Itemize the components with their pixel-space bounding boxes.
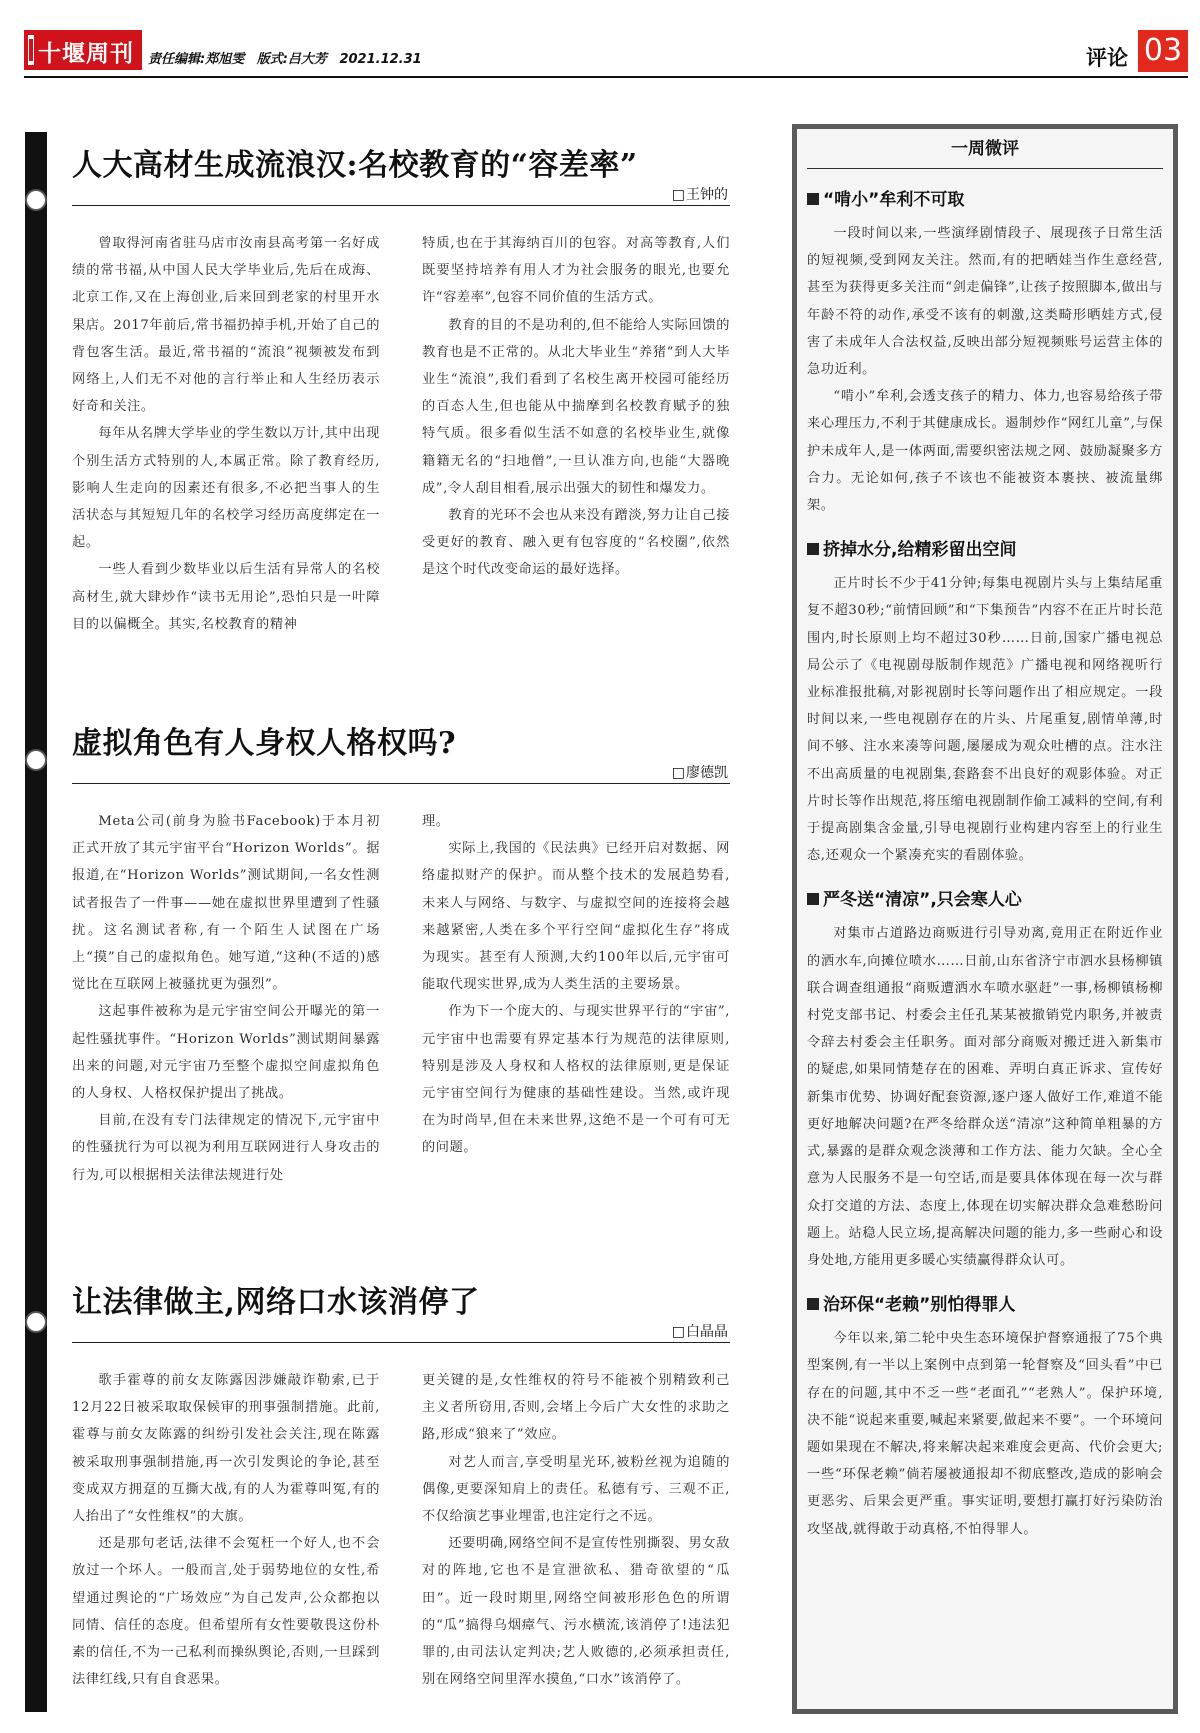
sidebar-title: 一周微评 [807,129,1163,169]
article-headline: 让法律做主,网络口水该消停了 [72,1285,480,1320]
paragraph: Meta公司(前身为脸书Facebook)于本月初正式开放了其元宇宙平台“Horizon Worlds”。据报道,在“Horizon Worlds”测试期间,一名女性测试者报告了一件事——她在虚拟世界里遭到了性骚扰。这名测试者称,有一个陌生人试图在广场上“摸”自己的虚拟角色。她写道,“这种(不适的)感觉比在互联网上被骚扰更为强烈”。 [72,814,380,993]
paragraph: 目前,在没有专门法律规定的情况下,元宇宙中的性骚扰行为可以视为利用互联网进行人身攻击的行为,可以根据相关法律法规进行处 [72,1113,380,1183]
masthead [24,30,1188,76]
article-column [72,808,380,1189]
sidebar-section [797,885,1173,1274]
article-column [422,1367,730,1693]
paragraph: 还要明确,网络空间不是宣传性别撕裂、男女敌对的阵地,它也不是宣泄欲私、猎奇欲望的“瓜田”。近一段时期里,网络空间被形形色色的所谓的“瓜”搞得乌烟瘴气、污水横流,该消停了!违法犯罪的,由司法认定判决;艺人败德的,必须承担责任,别在网络空间里浑水摸鱼,“口水”该消停了。 [422,1536,730,1688]
byline-row [72,184,730,206]
sidebar-section [797,1290,1173,1543]
paragraph: 今年以来,第二轮中央生态环境保护督察通报了75个典型案例,有一半以上案例中点到第一轮督察及“回头看”中已存在的问题,其中不乏一些“老面孔”“老熟人”。保护环境,决不能“说起来重要,喊起来紧要,做起来不要”。一个环境问题如果现在不解决,将来解决起来难度会更高、代价会更大;一些“环保老赖”倘若屡被通报却不彻底整改,造成的影响会更恶劣、后果会更严重。事实证明,要想打赢打好污染防治攻坚战,就得敢于动真格,不怕得罪人。 [807,1331,1163,1537]
article-column [422,230,730,638]
article-column [422,808,730,1189]
article-headline: 人大高材生成流浪汉:名校教育的“容差率” [72,148,638,183]
byline-row [72,1321,730,1343]
paragraph: 正片时长不少于41分钟;每集电视剧片头与上集结尾重复不超30秒;“前情回顾”和“下集预告”内容不在正片时长范围内,时长原则上均不超过30秒……日前,国家广播电视总局公示了《电视剧母版制作规范》广播电视和网络视听行业标准报批稿,对影视剧时长等问题作出了相应规定。一段时间以来,一些电视剧存在的片头、片尾重复,剧情单薄,时间不够、注水来凑等问题,屡屡成为观众吐槽的点。注水注不出高质量的电视剧集,套路套不出良好的观影体验。对正片时长等作出规范,将压缩电视剧制作偷工减料的空间,有利于提高剧集含金量,引导电视剧行业构建内容至上的行业生态,还观众一个紧凑充实的看剧体验。 [807,576,1163,864]
paragraph: 理。 [422,814,450,829]
article-author: □ 廖德凯 [672,762,728,782]
article-3 [72,1277,730,1693]
weekly-commentary-sidebar [792,124,1178,1714]
sidebar-section [797,185,1173,519]
sidebar-heading: 治环保“老赖”别怕得罪人 [807,1290,1163,1315]
paragraph: “啃小”牟利,会透支孩子的精力、体力,也容易给孩子带来心理压力,不利于其健康成长。遏制炒作“网红儿童”,与保护未成年人,是一体两面,需要织密法规之网、鼓励凝聚多方合力。无论如何,孩子不该也不能被资本裹挟、被流量绑架。 [807,389,1163,514]
paragraph: 每年从名牌大学毕业的学生数以万计,其中出现个别生活方式特别的人,本属正常。除了教育经历,影响人生走向的因素还有很多,不必把当事人的生活状态与其短短几年的名校学习经历高度绑定在一起。 [72,426,380,551]
paragraph: 还是那句老话,法律不会冤枉一个好人,也不会放过一个坏人。一般而言,处于弱势地位的女性,希望通过舆论的“广场效应”为自己发声,公众都抱以同情、信任的态度。但希望所有女性要敬畏这份朴素的信任,不为一己私利而操纵舆论,否则,一旦踩到法律红线,只有自食恶果。 [72,1536,380,1688]
square-bullet-icon [807,1298,819,1310]
article-headline: 虚拟角色有人身权人格权吗? [72,726,457,761]
sidebar-heading: 挤掉水分,给精彩留出空间 [807,535,1163,560]
article-author: □ 白晶晶 [672,1321,728,1341]
page-number: 03 [1138,30,1188,72]
bullet-circle-icon [25,1311,47,1333]
square-bullet-icon [807,193,819,205]
sidebar-heading: 严冬送“清凉”,只会寒人心 [807,885,1163,910]
logo-stripe-icon [28,35,34,65]
editor-credit: 责任编辑:郑旭雯 [148,52,245,67]
logo-text: 十堰周刊 [38,40,134,67]
paragraph: 对艺人而言,享受明星光环,被粉丝视为追随的偶像,更要深知肩上的责任。私德有亏、三观不正,不仅给演艺事业埋雷,也注定行之不远。 [422,1454,730,1525]
bullet-circle-icon [25,749,47,771]
header-meta [148,48,430,67]
article-author: □ 王钟的 [672,184,728,204]
issue-date: 2021.12.31 [339,52,422,67]
sidebar-section [797,535,1173,869]
sidebar-heading: “啃小”牟利不可取 [807,185,1163,210]
paragraph: 教育的光环不会也从来没有蹭淡,努力让自己接受更好的教育、融入更有包容度的“名校圈”,依然是这个时代改变命运的最好选择。 [422,508,730,578]
header-divider [24,76,1188,78]
paragraph: 特质,也在于其海纳百川的包容。对高等教育,人们既要坚持培养有用人才为社会服务的眼光,也要允许“容差率”,包容不同价值的生活方式。 [422,236,730,306]
paragraph: 这起事件被称为是元宇宙空间公开曝光的第一起性骚扰事件。“Horizon Worlds”测试期间暴露出来的问题,对元宇宙乃至整个虚拟空间虚拟角色的人身权、人格权保护提出了挑战。 [72,1004,380,1102]
article-1 [72,140,730,638]
paragraph: 实际上,我国的《民法典》已经开启对数据、网络虚拟财产的保护。而从整个技术的发展趋势看,未来人与网络、与数字、与虚拟空间的连接将会越来越紧密,人类在多个平行空间“虚拟化生存”将成为现实。甚至有人预测,大约100年以后,元宇宙可能取代现实世界,成为人类生活的主要场景。 [422,841,730,993]
left-decorative-bar [25,132,47,1712]
bullet-circle-icon [25,189,47,211]
square-bullet-icon [807,893,819,905]
article-column [72,1367,380,1693]
paragraph: 对集市占道路边商贩进行引导劝离,竟用正在附近作业的洒水车,向摊位喷水……日前,山东省济宁市泗水县杨柳镇联合调查组通报“商贩遭洒水车喷水驱赶”一事,杨柳镇杨柳村党支部书记、村委会主任孔某某被撤销党内职务,并被责令辞去村委会主任职务。面对部分商贩对搬迁进入新集市的疑虑,如果同情楚存在的困难、弄明白真正诉求、宣传好新集市优势、协调好配套资源,逐户逐人做好工作,难道不能更好地解决问题?在严冬给群众送“清凉”这种简单粗暴的方式,暴露的是群众观念淡薄和工作方法、能力欠缺。全心全意为人民服务不是一句空话,而是要具体体现在每一次与群众打交道的方法、态度上,体现在切实解决群众急难愁盼问题上。站稳人民立场,提高解决问题的能力,多一些耐心和设身处地,方能用更多暖心实绩赢得群众认可。 [807,926,1163,1268]
article-column [72,230,380,638]
paragraph: 更关键的是,女性维权的符号不能被个别精致利己主义者所窃用,否则,会堵上今后广大女性的求助之路,形成“狼来了”效应。 [422,1373,730,1443]
paragraph: 一段时间以来,一些演绎剧情段子、展现孩子日常生活的短视频,受到网友关注。然而,有的把晒娃当作生意经营,甚至为获得更多关注而“剑走偏锋”,让孩子按照脚本,做出与年龄不符的动作,承受不该有的刺激,这类畸形晒娃方式,侵害了未成年人合法权益,反映出部分短视频账号运营主体的急功近利。 [807,226,1163,378]
paragraph: 曾取得河南省驻马店市汝南县高考第一名好成绩的常书福,从中国人民大学毕业后,先后在成海、北京工作,又在上海创业,后来回到老家的村里开水果店。2017年前后,常书福扔掉手机,开始了自己的背包客生活。最近,常书福的“流浪”视频被发布到网络上,人们无不对他的言行举止和人生经历表示好奇和关注。 [72,236,380,415]
square-bullet-icon [807,543,819,555]
paragraph: 作为下一个庞大的、与现实世界平行的“宇宙”,元宇宙中也需要有界定基本行为规范的法律原则,特别是涉及人身权和人格权的法律原则,更是保证元宇宙空间行为健康的基础性建设。当然,或许现在为时尚早,但在未来世界,这绝不是一个可有可无的问题。 [422,1004,730,1156]
paragraph: 一些人看到少数毕业以后生活有异常人的名校高材生,就大肆炒作“读书无用论”,恐怕只是一叶障目的以偏概全。其实,名校教育的精神 [72,562,380,632]
paragraph: 教育的目的不是功利的,但不能给人实际回馈的教育也是不正常的。从北大毕业生“养猪”到人大毕业生“流浪”,我们看到了名校生离开校园可能经历的百态人生,但也能从中揣摩到名校教育赋予的独特气质。很多看似生活不如意的名校毕业生,就像籍籍无名的“扫地僧”,一旦认准方向,也能“大器晚成”,令人刮目相看,展示出强大的韧性和爆发力。 [422,317,730,496]
layout-credit: 版式:吕大芳 [256,52,327,67]
section-name: 评论 [1086,46,1128,70]
paragraph: 歌手霍尊的前女友陈露因涉嫌敲诈勒索,已于12月22日被采取取保候审的刑事强制措施。此前,霍尊与前女友陈露的纠纷引发社会关注,现在陈露被采取刑事强制措施,再一次引发舆论的争论,甚至变成双方拥趸的互撕大战,有的人为霍尊叫冤,有的人抬出了“女性维权”的大旗。 [72,1373,380,1525]
article-2 [72,718,730,1189]
newspaper-logo [24,30,142,70]
byline-row [72,762,730,784]
